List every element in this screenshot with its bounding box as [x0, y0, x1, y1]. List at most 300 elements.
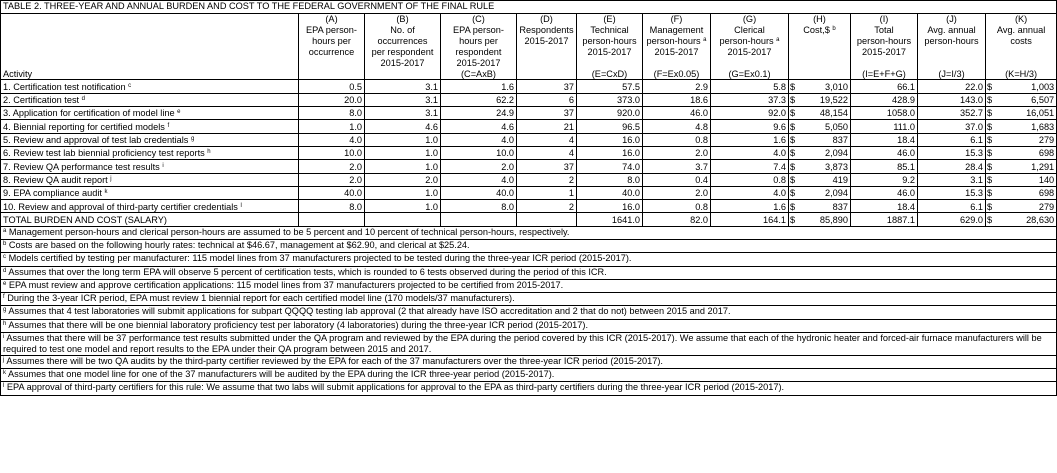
value-cell-k: 1,683	[996, 120, 1057, 133]
value-cell-c: 24.9	[441, 107, 517, 120]
value-cell-k: 698	[996, 146, 1057, 159]
footnote-row	[1, 306, 1057, 319]
column-header-text: Avg. annual	[918, 25, 986, 36]
value-cell-k: 1,003	[996, 80, 1057, 93]
activity-label: 8. Review QA audit report	[3, 174, 108, 185]
footnote-marker: g	[190, 136, 195, 143]
column-header-text: per respondent	[365, 47, 441, 58]
header-blank	[1, 47, 299, 58]
column-header-text	[789, 69, 851, 80]
column-header-text: hours per	[441, 36, 517, 47]
currency-symbol: $	[986, 120, 996, 133]
activity-cell	[1, 133, 299, 146]
footnote-marker: l	[240, 202, 242, 209]
value-cell-f: 4.8	[643, 120, 711, 133]
footnote-marker: a	[3, 227, 7, 234]
value-cell-g: 164.1	[711, 213, 789, 226]
value-cell-d	[517, 213, 577, 226]
activity-cell	[1, 173, 299, 186]
column-header-text: Avg. annual	[986, 25, 1057, 36]
footnote-row	[1, 355, 1057, 368]
table-row	[1, 107, 1057, 120]
value-cell-a: 1.0	[299, 120, 365, 133]
footnote-marker: k	[104, 189, 108, 196]
footnote	[1, 226, 1057, 239]
value-cell-c: 40.0	[441, 186, 517, 199]
column-header-text: No. of	[365, 25, 441, 36]
value-cell-c: 1.6	[441, 80, 517, 93]
value-cell-d: 21	[517, 120, 577, 133]
value-cell-f: 18.6	[643, 93, 711, 106]
activity-label: 5. Review and approval of test lab credentials	[3, 135, 189, 146]
currency-symbol: $	[986, 146, 996, 159]
value-cell-h: 2,094	[799, 146, 851, 159]
value-cell-j: 15.3	[918, 186, 986, 199]
column-header-text: Clerical	[711, 25, 789, 36]
header-row	[1, 47, 1057, 58]
footnote-text: Models certified by testing per manufacturer: 115 model lines from 37 manufacturers projected to be tested during the three-year ICR period (2015-2017).	[8, 253, 632, 264]
table-row	[1, 160, 1057, 173]
value-cell-b: 1.0	[365, 133, 441, 146]
footnote-marker: b	[3, 241, 7, 247]
currency-symbol: $	[789, 146, 799, 159]
column-header-text: Cost,$ $^b$	[789, 25, 851, 36]
value-cell-b: 1.0	[365, 146, 441, 159]
currency-symbol: $	[986, 186, 996, 199]
column-header-text: (D)	[517, 14, 577, 25]
header-blank	[1, 58, 299, 69]
table-row	[1, 186, 1057, 199]
currency-symbol: $	[986, 107, 996, 120]
activity-label: 2. Certification test	[3, 95, 80, 106]
value-cell-a: 2.0	[299, 173, 365, 186]
footnote	[1, 306, 1057, 319]
table-row	[1, 173, 1057, 186]
footnote-row	[1, 226, 1057, 239]
footnote	[1, 253, 1057, 266]
value-cell-a: 8.0	[299, 107, 365, 120]
currency-symbol: $	[986, 133, 996, 146]
column-header-text: occurrences	[365, 36, 441, 47]
value-cell-h: 48,154	[799, 107, 851, 120]
column-header-text: (E)	[577, 14, 643, 25]
footnote	[1, 369, 1057, 382]
footnote-marker: j	[110, 175, 112, 182]
column-header-text: 2015-2017	[365, 58, 441, 69]
value-cell-j: 15.3	[918, 146, 986, 159]
table-row	[1, 200, 1057, 213]
value-cell-a: 8.0	[299, 200, 365, 213]
column-header-text: costs	[986, 36, 1057, 47]
currency-symbol: $	[789, 93, 799, 106]
footnote	[1, 319, 1057, 332]
value-cell-c: 10.0	[441, 146, 517, 159]
value-cell-j: 143.0	[918, 93, 986, 106]
value-cell-g: 9.6	[711, 120, 789, 133]
header-blank	[1, 36, 299, 47]
table-row	[1, 146, 1057, 159]
column-header-text: person-hours	[851, 36, 918, 47]
column-header-text: 2015-2017	[643, 47, 711, 58]
value-cell-g: 5.8	[711, 80, 789, 93]
footnote-row	[1, 382, 1057, 395]
footnote-text: Assumes that 4 test laboratories will submit applications for subpart QQQQ testing lab approval (2 that already have ISO accreditation and 2 that do not) between 2015 and 2017.	[8, 306, 731, 317]
table-row	[1, 80, 1057, 93]
column-header-text: (G=Ex0.1)	[711, 69, 789, 80]
value-cell-e: 16.0	[577, 133, 643, 146]
footnote-marker: c	[3, 254, 6, 261]
column-header-text: 2015-2017	[851, 47, 918, 58]
column-header-text: 2015-2017	[517, 36, 577, 47]
column-header-text	[517, 58, 577, 69]
value-cell-a	[299, 213, 365, 226]
column-header-text	[851, 58, 918, 69]
footnote-text: EPA must review and approve certification applications: 115 model lines from 37 manufacturers projected to be certified from 2015-2017.	[8, 279, 564, 290]
value-cell-j: 629.0	[918, 213, 986, 226]
column-header-text	[299, 58, 365, 69]
footnote-text: Costs are based on the following hourly rates: technical at $46.67, management at $62.90, and clerical at $25.24.	[8, 240, 470, 250]
column-header-text	[517, 69, 577, 80]
value-cell-e: 8.0	[577, 173, 643, 186]
activity-header: Activity	[1, 69, 299, 80]
footnote	[1, 240, 1057, 253]
column-header-text: (K=H/3)	[986, 69, 1057, 80]
value-cell-j: 28.4	[918, 160, 986, 173]
value-cell-h: 5,050	[799, 120, 851, 133]
column-header-text: (G)	[711, 14, 789, 25]
value-cell-a: 2.0	[299, 160, 365, 173]
value-cell-i: 428.9	[851, 93, 918, 106]
currency-symbol: $	[789, 160, 799, 173]
value-cell-g: 4.0	[711, 186, 789, 199]
column-header-text: respondent	[441, 47, 517, 58]
footnote-row	[1, 279, 1057, 292]
footnote-text: Assumes that there will be 37 performance test results submitted under the QA program and reviewed by the EPA during the period covered by this ICR (2015-2017). We assume that each of the hydronic heater and forced-air furnace manufacturers will be required to test one model and report results to the EPA under their QA program between 2015 and 2017.	[3, 333, 1042, 354]
value-cell-h: 3,873	[799, 160, 851, 173]
value-cell-j: 3.1	[918, 173, 986, 186]
column-header-text: 2015-2017	[711, 47, 789, 58]
value-cell-j: 37.0	[918, 120, 986, 133]
footnote-marker: c	[128, 82, 132, 89]
value-cell-f: 46.0	[643, 107, 711, 120]
currency-symbol: $	[789, 200, 799, 213]
footnote-row	[1, 333, 1057, 356]
value-cell-f: 3.7	[643, 160, 711, 173]
value-cell-j: 22.0	[918, 80, 986, 93]
value-cell-d: 37	[517, 107, 577, 120]
value-cell-a: 0.5	[299, 80, 365, 93]
activity-cell	[1, 186, 299, 199]
currency-symbol: $	[789, 173, 799, 186]
value-cell-f: 82.0	[643, 213, 711, 226]
currency-symbol: $	[789, 80, 799, 93]
value-cell-k: 1,291	[996, 160, 1057, 173]
value-cell-h: 837	[799, 133, 851, 146]
column-header-text	[711, 58, 789, 69]
header-row	[1, 69, 1057, 80]
column-header-text: person-hours	[577, 36, 643, 47]
column-header-text	[517, 47, 577, 58]
value-cell-e: 1641.0	[577, 213, 643, 226]
footnote-text: Assumes that over the long term EPA will observe 5 percent of certification tests, which is rounded to 6 tests observed during the period of this ICR.	[8, 266, 607, 277]
value-cell-b: 2.0	[365, 173, 441, 186]
footnote-marker: a	[703, 36, 707, 43]
header-row	[1, 25, 1057, 36]
footnote-marker: b	[832, 25, 836, 32]
table-row	[1, 133, 1057, 146]
column-header-text: Management	[643, 25, 711, 36]
value-cell-d: 37	[517, 160, 577, 173]
header-blank	[1, 14, 299, 25]
header-row	[1, 36, 1057, 47]
activity-label: TOTAL BURDEN AND COST (SALARY)	[3, 214, 167, 225]
value-cell-h: 19,522	[799, 93, 851, 106]
value-cell-f: 2.0	[643, 146, 711, 159]
value-cell-g: 37.3	[711, 93, 789, 106]
column-header-text	[365, 69, 441, 80]
value-cell-f: 0.8	[643, 200, 711, 213]
value-cell-f: 0.8	[643, 133, 711, 146]
column-header-text	[789, 36, 851, 47]
value-cell-b: 1.0	[365, 186, 441, 199]
value-cell-g: 4.0	[711, 146, 789, 159]
value-cell-c	[441, 213, 517, 226]
column-header-text	[299, 69, 365, 80]
value-cell-i: 85.1	[851, 160, 918, 173]
footnote-text: Assumes that one model line for one of the 37 manufacturers will be audited by the EPA during the ICR three-year period (2015-2017).	[8, 369, 555, 380]
value-cell-k: 279	[996, 200, 1057, 213]
activity-cell	[1, 213, 299, 226]
currency-symbol: $	[986, 93, 996, 106]
activity-label: 6. Review test lab biennial proficiency test reports	[3, 148, 205, 159]
value-cell-j: 6.1	[918, 200, 986, 213]
footnote	[1, 333, 1057, 356]
value-cell-j: 6.1	[918, 133, 986, 146]
value-cell-i: 46.0	[851, 186, 918, 199]
activity-cell	[1, 200, 299, 213]
activity-cell	[1, 146, 299, 159]
value-cell-b: 3.1	[365, 107, 441, 120]
total-row	[1, 213, 1057, 226]
value-cell-d: 6	[517, 93, 577, 106]
value-cell-e: 920.0	[577, 107, 643, 120]
column-header-text: Technical	[577, 25, 643, 36]
column-header-text: (K)	[986, 14, 1057, 25]
title-row	[1, 1, 1057, 14]
footnote-marker: d	[81, 96, 85, 103]
header-row	[1, 14, 1057, 25]
footnote-text: During the 3-year ICR period, EPA must review 1 biennial report for each certified model line (170 models/37 manufacturers).	[7, 293, 515, 304]
value-cell-c: 62.2	[441, 93, 517, 106]
footnote-row	[1, 240, 1057, 253]
value-cell-i: 9.2	[851, 173, 918, 186]
value-cell-d: 4	[517, 146, 577, 159]
value-cell-e: 16.0	[577, 200, 643, 213]
value-cell-b: 3.1	[365, 80, 441, 93]
column-header-text: EPA person-	[299, 25, 365, 36]
value-cell-g: 7.4	[711, 160, 789, 173]
footnote-text: Assumes that there will be one biennial laboratory proficiency test per laboratory (4 laboratories) during the three-year ICR period (2015-2017).	[8, 319, 589, 330]
currency-symbol: $	[986, 213, 996, 226]
value-cell-i: 46.0	[851, 146, 918, 159]
column-header-text: 2015-2017	[441, 58, 517, 69]
activity-cell	[1, 107, 299, 120]
value-cell-c: 2.0	[441, 160, 517, 173]
column-header-text: (E=CxD)	[577, 69, 643, 80]
value-cell-b: 4.6	[365, 120, 441, 133]
column-header-text	[986, 47, 1057, 58]
value-cell-i: 66.1	[851, 80, 918, 93]
footnote-marker: h	[207, 149, 211, 156]
activity-label: 1. Certification test notification	[3, 81, 126, 92]
column-header-text: Total	[851, 25, 918, 36]
table-row	[1, 120, 1057, 133]
column-header-text: (C)	[441, 14, 517, 25]
footnote-marker: l	[3, 383, 5, 390]
column-header-text: (I=E+F+G)	[851, 69, 918, 80]
value-cell-a: 4.0	[299, 133, 365, 146]
footnote	[1, 266, 1057, 279]
value-cell-d: 2	[517, 200, 577, 213]
value-cell-b: 1.0	[365, 200, 441, 213]
activity-label: 7. Review QA performance test results	[3, 161, 160, 172]
value-cell-c: 8.0	[441, 200, 517, 213]
column-header-text	[918, 58, 986, 69]
footnote-marker: g	[3, 307, 7, 314]
activity-cell	[1, 120, 299, 133]
value-cell-c: 4.0	[441, 133, 517, 146]
footnote-marker: f	[167, 122, 170, 129]
value-cell-a: 20.0	[299, 93, 365, 106]
column-header-text: (A)	[299, 14, 365, 25]
column-header-text	[789, 47, 851, 58]
footnote-text: Assumes there will be two QA audits by the third-party certifier reviewed by the EPA for each of the 37 manufacturers over the three-year ICR period (2015-2017).	[6, 355, 663, 366]
value-cell-d: 1	[517, 186, 577, 199]
footnote-marker: e	[3, 280, 7, 287]
value-cell-b	[365, 213, 441, 226]
header-row	[1, 58, 1057, 69]
currency-symbol: $	[789, 186, 799, 199]
activity-cell	[1, 93, 299, 106]
activity-cell	[1, 160, 299, 173]
table-row	[1, 93, 1057, 106]
value-cell-b: 3.1	[365, 93, 441, 106]
footnote-text: Management person-hours and clerical person-hours are assumed to be 5 percent and 10 percent of technical person-hours, respectively.	[8, 226, 570, 237]
column-header-text: (F)	[643, 14, 711, 25]
value-cell-f: 2.9	[643, 80, 711, 93]
value-cell-i: 1058.0	[851, 107, 918, 120]
value-cell-g: 1.6	[711, 200, 789, 213]
value-cell-e: 57.5	[577, 80, 643, 93]
value-cell-i: 18.4	[851, 133, 918, 146]
column-header-text: hours per	[299, 36, 365, 47]
value-cell-h: 419	[799, 173, 851, 186]
value-cell-g: 0.8	[711, 173, 789, 186]
column-header-text: person-hours $^a$	[643, 36, 711, 47]
footnote	[1, 382, 1057, 395]
value-cell-c: 4.6	[441, 120, 517, 133]
value-cell-g: 92.0	[711, 107, 789, 120]
footnote-row	[1, 253, 1057, 266]
value-cell-d: 4	[517, 133, 577, 146]
footnote-marker: e	[177, 109, 181, 116]
footnote-row	[1, 266, 1057, 279]
value-cell-g: 1.6	[711, 133, 789, 146]
footnote-marker: j	[3, 356, 5, 363]
value-cell-j: 352.7	[918, 107, 986, 120]
activity-label: 9. EPA compliance audit	[3, 188, 102, 199]
header-blank	[1, 25, 299, 36]
value-cell-a: 10.0	[299, 146, 365, 159]
activity-cell	[1, 80, 299, 93]
footnote	[1, 279, 1057, 292]
value-cell-e: 373.0	[577, 93, 643, 106]
value-cell-k: 28,630	[996, 213, 1057, 226]
column-header-text	[986, 58, 1057, 69]
value-cell-h: 837	[799, 200, 851, 213]
currency-symbol: $	[986, 80, 996, 93]
currency-symbol: $	[986, 173, 996, 186]
column-header-text: (H)	[789, 14, 851, 25]
currency-symbol: $	[986, 160, 996, 173]
column-header-text	[918, 47, 986, 58]
footnote	[1, 293, 1057, 306]
column-header-text	[643, 58, 711, 69]
value-cell-e: 40.0	[577, 186, 643, 199]
footnote-row	[1, 293, 1057, 306]
currency-symbol: $	[789, 120, 799, 133]
column-header-text: 2015-2017	[577, 47, 643, 58]
value-cell-k: 279	[996, 133, 1057, 146]
footnote-marker: d	[3, 267, 7, 274]
footnote-row	[1, 369, 1057, 382]
activity-label: 3. Application for certification of model line	[3, 108, 175, 119]
column-header-text: (I)	[851, 14, 918, 25]
footnote-text: EPA approval of third-party certifiers for this rule: We assume that two labs will submit applications for approval to the EPA as third-party certifiers during the three-year ICR period (2015-2017).	[6, 382, 785, 393]
footnote-marker: i	[3, 334, 5, 341]
value-cell-e: 96.5	[577, 120, 643, 133]
value-cell-i: 1887.1	[851, 213, 918, 226]
footnote-marker: a	[776, 36, 780, 43]
footnote-row	[1, 319, 1057, 332]
value-cell-f: 0.4	[643, 173, 711, 186]
footnote-marker: h	[3, 320, 7, 327]
currency-symbol: $	[789, 133, 799, 146]
footnote-marker: k	[3, 370, 6, 377]
column-header-text: (J=I/3)	[918, 69, 986, 80]
column-header-text	[789, 58, 851, 69]
value-cell-k: 6,507	[996, 93, 1057, 106]
column-header-text: (F=Ex0.05)	[643, 69, 711, 80]
value-cell-i: 111.0	[851, 120, 918, 133]
footnote-marker: f	[3, 294, 5, 301]
value-cell-d: 37	[517, 80, 577, 93]
column-header-text: Respondents	[517, 25, 577, 36]
column-header-text: (J)	[918, 14, 986, 25]
column-header-text: EPA person-	[441, 25, 517, 36]
column-header-text: (B)	[365, 14, 441, 25]
value-cell-k: 16,051	[996, 107, 1057, 120]
value-cell-e: 74.0	[577, 160, 643, 173]
value-cell-f: 2.0	[643, 186, 711, 199]
value-cell-c: 4.0	[441, 173, 517, 186]
value-cell-h: 2,094	[799, 186, 851, 199]
value-cell-a: 40.0	[299, 186, 365, 199]
currency-symbol: $	[789, 213, 799, 226]
column-header-text: (C=AxB)	[441, 69, 517, 80]
column-header-text: person-hours	[918, 36, 986, 47]
value-cell-k: 140	[996, 173, 1057, 186]
